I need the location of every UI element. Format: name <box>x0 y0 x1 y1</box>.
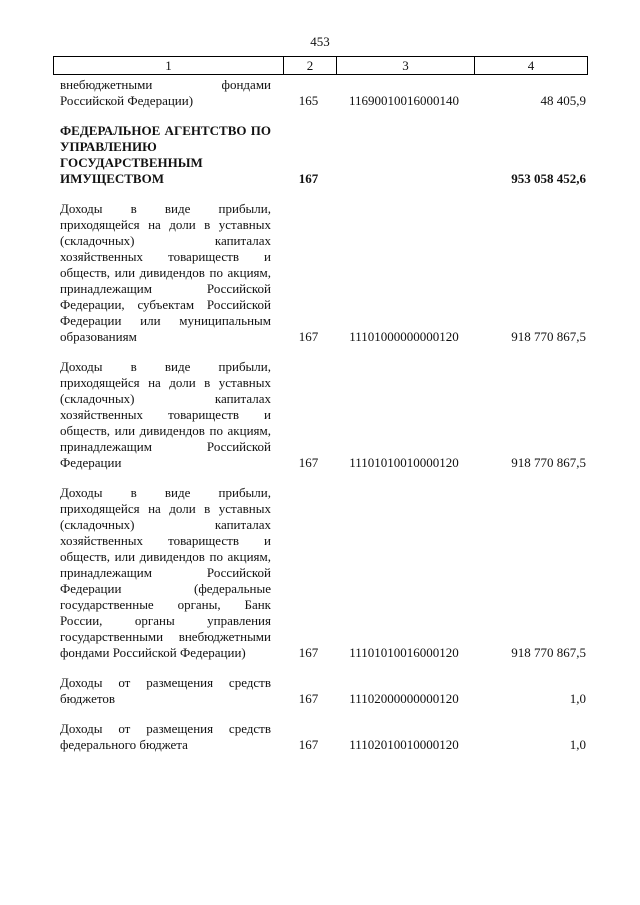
row-name: Доходы в виде прибыли, приходящейся на доли в уставных (складочных) капиталах хозяйственных товариществ и обществ, или дивидендов по акциям, принадлежащим Российской Федерации, субъектам Российской Федерации или муниципальным образованиям <box>60 201 271 344</box>
table-row <box>53 721 588 753</box>
row-code: 167 <box>298 737 319 752</box>
row-name: внебюджетными фондами Российской Федерации) <box>60 77 271 108</box>
row-amount: 918 770 867,5 <box>511 329 586 344</box>
row-code: 167 <box>298 171 319 186</box>
row-amount: 918 770 867,5 <box>511 645 586 660</box>
row-name: Доходы в виде прибыли, приходящейся на доли в уставных (складочных) капиталах хозяйственных товариществ и обществ, или дивидендов по акциям, принадлежащим Российской Федерации <box>60 359 271 470</box>
header-col-3: 3 <box>336 57 474 74</box>
row-amount: 1,0 <box>569 737 586 752</box>
header-col-1: 1 <box>165 58 172 73</box>
page-number: 453 <box>310 34 330 49</box>
row-code: 165 <box>298 93 319 108</box>
header-col-4: 4 <box>474 57 587 74</box>
row-amount: 918 770 867,5 <box>511 455 586 470</box>
table-row <box>53 201 588 345</box>
row-name: Доходы в виде прибыли, приходящейся на доли в уставных (складочных) капиталах хозяйственных товариществ и обществ, или дивидендов по акциям, принадлежащим Российской Федерации (федеральные государственные органы, Банк России, органы управления государственными внебюджетными фондами Российской Федерации) <box>60 485 271 660</box>
row-name: ФЕДЕРАЛЬНОЕ АГЕНТСТВО ПО УПРАВЛЕНИЮ ГОСУДАРСТВЕННЫМ ИМУЩЕСТВОМ <box>60 123 271 186</box>
row-kbk: 11102000000000120 <box>349 691 459 706</box>
row-kbk: 11102010010000120 <box>349 737 459 752</box>
table-body <box>53 75 588 753</box>
table-row <box>53 359 588 471</box>
row-code: 167 <box>298 691 319 706</box>
row-code: 167 <box>298 329 319 344</box>
table-row <box>53 675 588 707</box>
row-code: 167 <box>298 645 319 660</box>
row-amount: 953 058 452,6 <box>511 171 586 186</box>
row-amount: 48 405,9 <box>540 93 586 108</box>
table-row <box>53 123 588 187</box>
row-kbk: 11101010010000120 <box>349 455 459 470</box>
row-name: Доходы от размещения средств федерального бюджета <box>60 721 271 752</box>
table-row <box>53 77 588 109</box>
row-name: Доходы от размещения средств бюджетов <box>60 675 271 706</box>
row-amount: 1,0 <box>569 691 586 706</box>
row-kbk: 11101010016000120 <box>349 645 459 660</box>
row-kbk: 11101000000000120 <box>349 329 459 344</box>
table-header <box>53 56 588 75</box>
table-row <box>53 485 588 661</box>
header-col-2: 2 <box>283 57 336 74</box>
row-kbk: 11690010016000140 <box>348 93 460 108</box>
row-code: 167 <box>298 455 319 470</box>
